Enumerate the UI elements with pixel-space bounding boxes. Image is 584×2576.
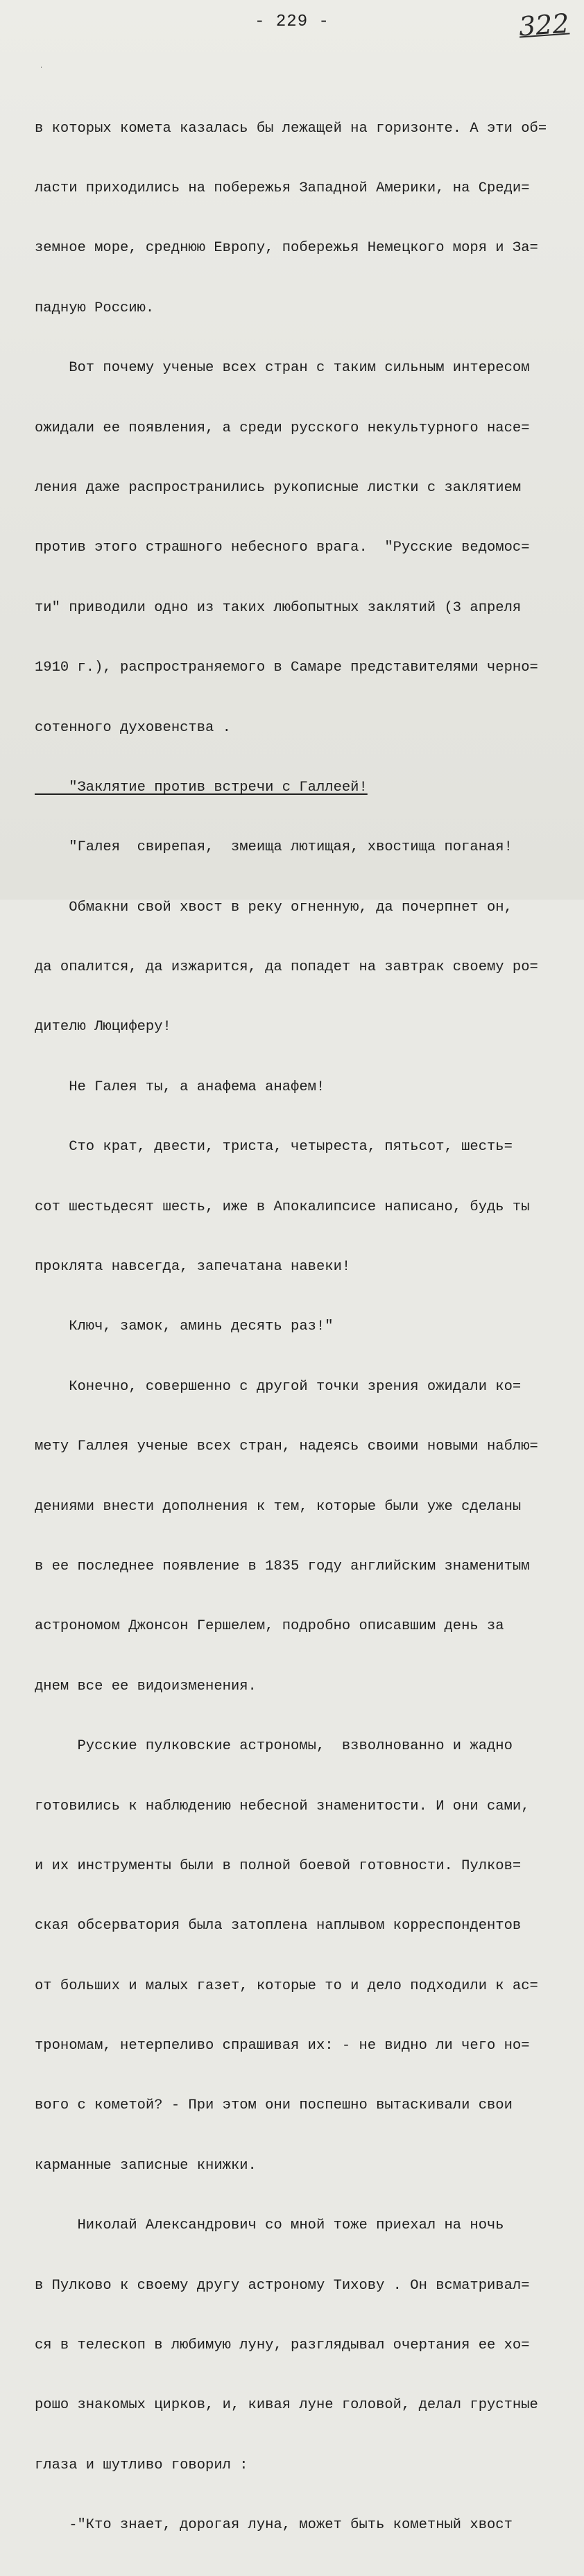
text-line: ожидали ее появления, а среди русского некультурного насе=: [35, 420, 530, 436]
text-line: трономам, нетерпеливо спрашивая их: - не видно ли чего но=: [35, 2038, 530, 2054]
text-line: ская обсерватория была затоплена наплывом корреспондентов: [35, 1918, 522, 1934]
text-line: проклята навсегда, запечатана навеки!: [35, 1259, 351, 1276]
text-line: сот шестьдесят шесть, иже в Апокалипсисе написано, будь ты: [35, 1199, 530, 1215]
text-line: днем все ее видоизменения.: [35, 1678, 257, 1694]
incantation-heading: "Заклятие против встречи с Галлеей!: [35, 779, 368, 796]
text-line: астрономом Джонсон Гершелем, подробно описавшим день за: [35, 1618, 504, 1635]
text-line: Вот почему ученые всех стран с таким сильным интересом: [35, 360, 530, 377]
text-line: против этого страшного небесного врага. "Русские ведомос=: [35, 540, 530, 556]
margin-mark: ˈ: [39, 66, 44, 76]
text-line: в ее последнее появление в 1835 году английским знаменитым: [35, 1558, 530, 1574]
text-line: в Пулково к своему другу астроному Тихову . Он всматривал=: [35, 2277, 530, 2294]
text-line: дениями внести дополнения к тем, которые были уже сделаны: [35, 1498, 522, 1515]
text-line: -"Кто знает, дорогая луна, может быть кометный хвост: [35, 2517, 513, 2534]
text-line: "Галея свирепая, змеища лютищая, хвостища поганая!: [35, 839, 513, 856]
text-line: земное море, среднюю Европу, побережья Немецкого моря и За=: [35, 240, 538, 257]
text-line: ся в телескоп в любимую луну, разглядывал очертания ее хо=: [35, 2337, 530, 2354]
page-number: - 229 -: [255, 12, 329, 31]
text-line: Сто крат, двести, триста, четыреста, пятьсот, шесть=: [35, 1139, 513, 1156]
body-text: [35, 79, 583, 2576]
text-line: 1910 г.), распространяемого в Самаре представителями черно=: [35, 660, 538, 676]
text-line: от больших и малых газет, которые то и дело подходили к ас=: [35, 1977, 538, 1994]
text-line: Русские пулковские астрономы, взволнованно и жадно: [35, 1738, 513, 1755]
text-line: Конечно, совершенно с другой точки зрения ожидали ко=: [35, 1378, 522, 1395]
text-line: ти" приводили одно из таких любопытных заклятий (3 апреля: [35, 599, 522, 616]
text-line: готовились к наблюдению небесной знаменитости. И они сами,: [35, 1798, 530, 1814]
text-line: мету Галлея ученые всех стран, надеясь своими новыми наблю=: [35, 1439, 538, 1455]
text-line: ласти приходились на побережья Западной Америки, на Среди=: [35, 180, 530, 196]
text-line: дителю Люциферу!: [35, 1019, 171, 1036]
text-line: Не Галея ты, а анафема анафем!: [35, 1079, 325, 1095]
text-line: да опалится, да изжарится, да попадет на завтрак своему ро=: [35, 959, 538, 976]
text-line: в которых комета казалась бы лежащей на горизонте. А эти об=: [35, 120, 547, 137]
archive-page-number: 322: [517, 8, 570, 42]
text-line: карманные записные книжки.: [35, 2157, 257, 2174]
text-line: Ключ, замок, аминь десять раз!": [35, 1319, 334, 1335]
text-line: ления даже распространились рукописные листки с заклятием: [35, 479, 522, 496]
text-line: сотенного духовенства .: [35, 719, 231, 736]
text-line: глаза и шутливо говорил :: [35, 2457, 248, 2473]
text-line: рошо знакомых цирков, и, кивая луне головой, делал грустные: [35, 2397, 538, 2414]
text-line: падную Россию.: [35, 300, 155, 316]
text-line: Обмакни свой хвост в реку огненную, да почерпнет он,: [35, 899, 513, 916]
text-line: Николай Александрович со мной тоже приехал на ночь: [35, 2217, 504, 2234]
text-line: вого с кометой? - При этом они поспешно вытаскивали свои: [35, 2097, 513, 2114]
text-line: и их инструменты были в полной боевой готовности. Пулков=: [35, 1857, 522, 1874]
